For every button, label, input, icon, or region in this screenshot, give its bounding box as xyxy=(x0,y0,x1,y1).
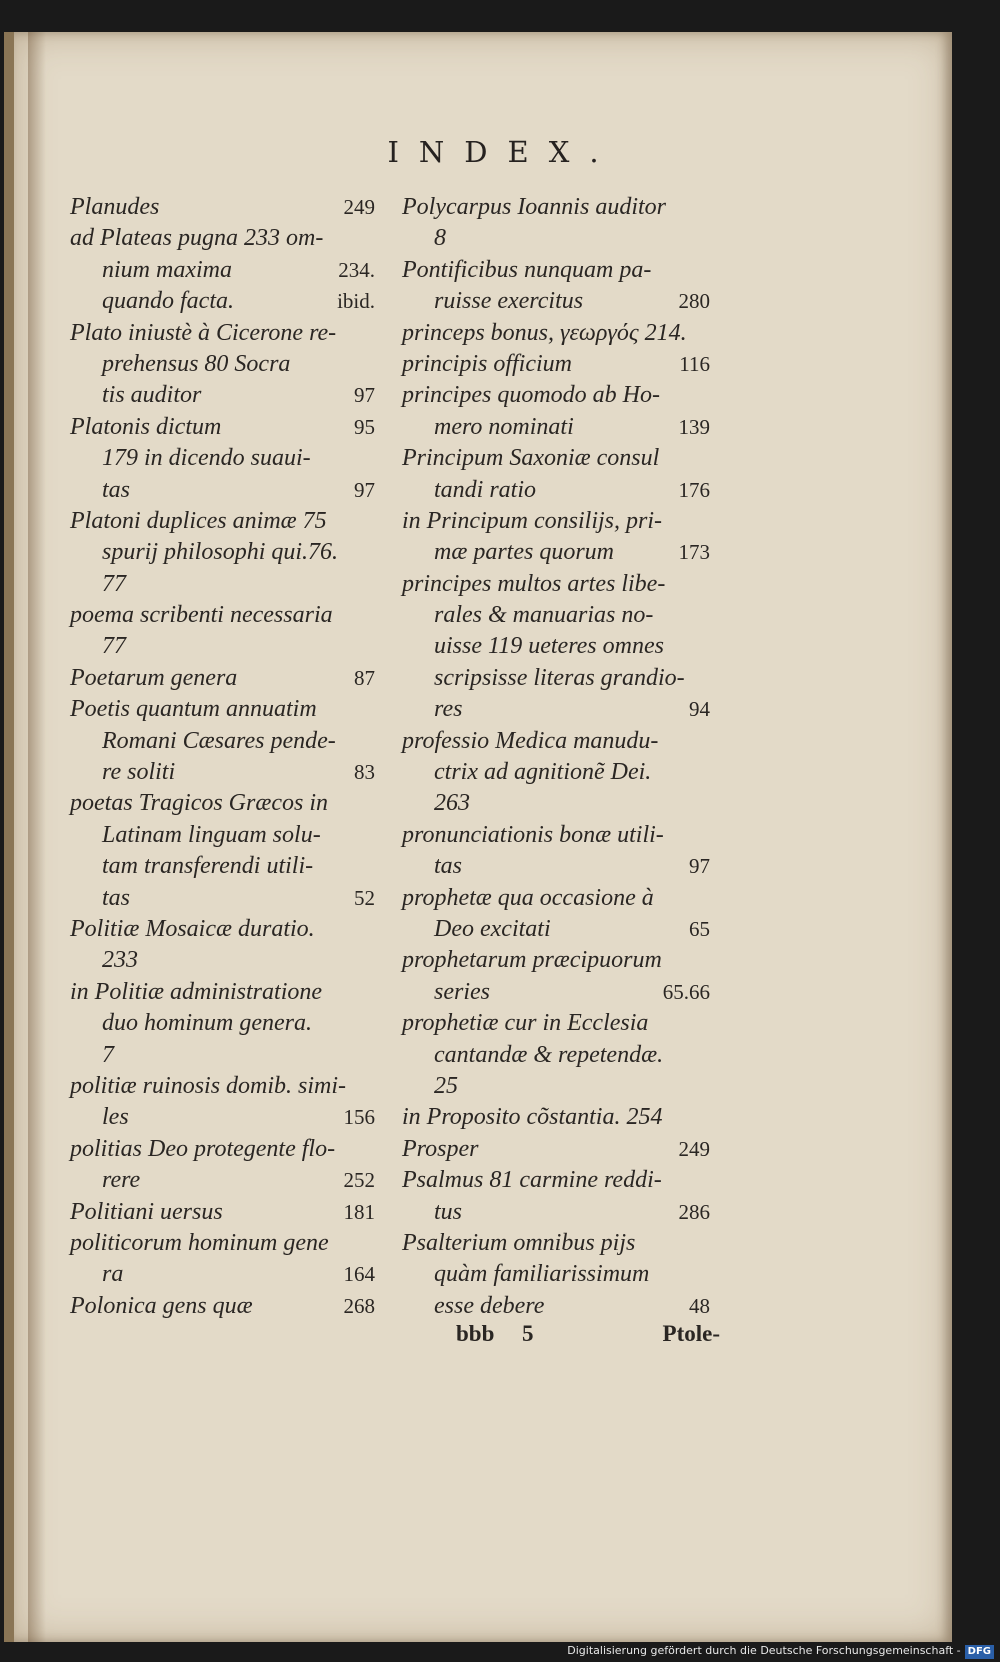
index-entry-line xyxy=(402,380,710,411)
index-entry-text: 77 xyxy=(102,633,126,660)
index-entry-line xyxy=(70,1259,375,1290)
index-entry-text: Psalterium omnibus pijs xyxy=(402,1229,636,1256)
catchword: Ptole- xyxy=(662,1321,720,1346)
index-entry-text: Prosper xyxy=(402,1135,479,1162)
index-entry-text: prophetarum præcipuorum xyxy=(402,947,662,974)
index-entry-text: in Proposito cõstantia. 254 xyxy=(402,1104,663,1131)
index-entry-text: Politiani uersus xyxy=(70,1198,223,1225)
index-entry-line xyxy=(70,569,375,600)
page-gutter-shadow xyxy=(28,32,46,1642)
index-entry-page-number: 95 xyxy=(354,414,375,439)
index-entry-line xyxy=(70,914,375,945)
index-entry-line xyxy=(402,475,710,506)
index-entry-line xyxy=(70,600,375,631)
index-entry-text: pronunciationis bonæ utili- xyxy=(402,821,664,848)
index-entry-text: politiæ ruinosis domib. simi- xyxy=(70,1072,347,1099)
index-entry-line xyxy=(70,1071,375,1102)
index-entry-text: principis officium xyxy=(402,350,572,377)
index-entry-line xyxy=(402,1008,710,1039)
index-entry-text: 8 xyxy=(434,225,446,252)
index-entry-line xyxy=(402,945,710,976)
index-entry-text: Deo excitati xyxy=(434,915,551,942)
index-entry-text: tis auditor xyxy=(102,382,202,409)
index-entry-page-number: 268 xyxy=(343,1293,375,1318)
index-entry-line xyxy=(70,977,375,1008)
index-entry-line xyxy=(402,286,710,317)
index-entry-text: Psalmus 81 carmine reddi- xyxy=(402,1167,662,1194)
index-entry-line xyxy=(402,1259,710,1290)
index-entry-line xyxy=(70,851,375,882)
index-entry-text: prophetæ qua occasione à xyxy=(402,884,654,911)
index-entry-line xyxy=(402,1102,710,1133)
index-entry-text: ruisse exercitus xyxy=(434,288,584,315)
index-entry-page-number: 156 xyxy=(343,1105,375,1130)
index-entry-line xyxy=(402,255,710,286)
index-entry-page-number: 139 xyxy=(678,414,710,439)
index-entry-text: Polonica gens quæ xyxy=(70,1292,253,1319)
index-entry-page-number: 65 xyxy=(689,916,710,941)
index-entry-text: Principum Saxoniæ consul xyxy=(402,445,660,472)
index-entry-line xyxy=(402,1291,710,1322)
index-entry-text: res xyxy=(434,696,463,723)
index-entry-text: Poetarum genera xyxy=(70,664,238,691)
index-entry-text: mero nominati xyxy=(434,413,574,440)
index-entry-text: rales & manuarias no- xyxy=(434,602,654,629)
index-entry-text: mæ partes quorum xyxy=(434,539,615,566)
index-entry-page-number: 249 xyxy=(343,195,375,219)
index-entry-line xyxy=(70,506,375,537)
index-entry-text: politicorum hominum gene xyxy=(70,1229,329,1256)
index-column-right xyxy=(402,192,710,1322)
signature-mark: bbb xyxy=(456,1321,495,1346)
index-entry-line xyxy=(402,694,710,725)
index-entry-text: Plato iniustè à Cicerone re- xyxy=(70,319,337,346)
index-entry-text: rere xyxy=(102,1167,141,1194)
index-entry-text: principes quomodo ab Ho- xyxy=(402,382,660,409)
index-entry-line xyxy=(402,1165,710,1196)
index-entry-text: scripsisse literas grandio- xyxy=(434,664,685,691)
index-entry-line xyxy=(70,443,375,474)
index-entry-text: princeps bonus, γεωργός 214. xyxy=(402,319,687,346)
index-entry-text: 233 xyxy=(102,947,138,974)
index-entry-page-number: 176 xyxy=(678,477,710,502)
index-entry-text: Planudes xyxy=(70,194,160,220)
index-entry-text: cantandæ & repetendæ. xyxy=(434,1041,664,1068)
index-entry-line xyxy=(70,255,375,286)
index-entry-page-number: 48 xyxy=(689,1293,710,1318)
index-entry-text: tam transferendi utili- xyxy=(102,853,314,880)
index-entry-text: duo hominum genera. xyxy=(102,1010,312,1037)
index-entry-line xyxy=(402,1228,710,1259)
index-entry-text: prophetiæ cur in Ecclesia xyxy=(402,1010,649,1037)
index-entry-line xyxy=(402,820,710,851)
index-entry-line xyxy=(402,914,710,945)
index-entry-text: 7 xyxy=(102,1041,114,1068)
index-entry-line xyxy=(402,663,710,694)
index-entry-line xyxy=(70,788,375,819)
index-entry-line xyxy=(402,569,710,600)
index-entry-text: tandi ratio xyxy=(434,476,537,503)
index-entry-line xyxy=(70,1040,375,1071)
index-entry-text: les xyxy=(102,1104,129,1131)
index-entry-text: poema scribenti necessaria xyxy=(70,602,333,629)
index-entry-text: tas xyxy=(102,476,131,503)
index-entry-text: ctrix ad agnitionẽ Dei. xyxy=(434,759,652,786)
index-entry-page-number: 164 xyxy=(343,1262,375,1287)
index-entry-text: esse debere xyxy=(434,1292,545,1319)
index-entry-line xyxy=(402,223,710,254)
index-entry-line xyxy=(70,663,375,694)
index-entry-line xyxy=(402,318,710,349)
index-entry-line xyxy=(402,1071,710,1102)
index-entry-text: Poetis quantum annuatim xyxy=(70,696,317,723)
index-entry-text: prehensus 80 Socra xyxy=(102,350,291,377)
index-entry-line xyxy=(70,1291,375,1322)
index-entry-text: nium maxima xyxy=(102,256,232,283)
index-entry-text: spurij philosophi qui.76. xyxy=(102,539,339,566)
index-entry-text: Latinam linguam solu- xyxy=(102,821,321,848)
index-entry-line xyxy=(70,349,375,380)
index-entry-line xyxy=(402,1134,710,1165)
index-entry-line xyxy=(70,694,375,725)
index-entry-line xyxy=(402,443,710,474)
index-entry-line xyxy=(402,851,710,882)
index-entry-text: 77 xyxy=(102,570,126,597)
index-entry-line xyxy=(70,1134,375,1165)
index-entry-line xyxy=(402,757,710,788)
index-entry-text: principes multos artes libe- xyxy=(402,570,666,597)
index-entry-line xyxy=(70,1165,375,1196)
credit-text: Digitalisierung gefördert durch die Deutsche Forschungsgemeinschaft - xyxy=(567,1644,961,1657)
index-entry-text: in Politiæ administratione xyxy=(70,978,323,1005)
index-entry-page-number: 97 xyxy=(354,477,375,502)
index-entry-page-number: 286 xyxy=(678,1199,710,1224)
index-entry-line xyxy=(402,1040,710,1071)
index-entry-line xyxy=(70,820,375,851)
index-entry-line xyxy=(70,537,375,568)
index-entry-line xyxy=(70,1228,375,1259)
book-page xyxy=(4,32,952,1642)
index-entry-line xyxy=(70,380,375,411)
index-entry-text: 25 xyxy=(434,1072,458,1099)
dfg-logo: DFG xyxy=(965,1645,994,1659)
index-entry-text: professio Medica manudu- xyxy=(402,727,659,754)
index-entry-page-number: 52 xyxy=(354,885,375,910)
index-entry-line xyxy=(402,977,710,1008)
index-entry-page-number: 173 xyxy=(678,540,710,565)
index-entry-text: Romani Cæsares pende- xyxy=(102,727,336,754)
index-entry-line xyxy=(70,475,375,506)
index-entry-page-number: 252 xyxy=(343,1168,375,1193)
index-entry-line xyxy=(70,318,375,349)
index-entry-page-number: ibid. xyxy=(337,289,375,314)
index-entry-text: politias Deo protegente flo- xyxy=(70,1135,336,1162)
index-entry-line xyxy=(402,349,710,380)
index-entry-text: quando facta. xyxy=(102,288,234,315)
index-entry-page-number: 65.66 xyxy=(662,979,710,1004)
index-entry-text: Polycarpus Ioannis auditor xyxy=(402,194,666,220)
index-entry-page-number: 234. xyxy=(338,257,375,282)
index-column-left xyxy=(70,192,375,1322)
index-entry-text: Platoni duplices animæ 75 xyxy=(70,507,327,534)
index-entry-line xyxy=(70,1197,375,1228)
index-heading: INDEX. xyxy=(387,135,619,169)
digitization-credit xyxy=(567,1642,994,1660)
index-entry-page-number: 97 xyxy=(354,383,375,408)
index-entry-text: ad Plateas pugna 233 om- xyxy=(70,225,324,252)
index-entry-line xyxy=(70,286,375,317)
index-entry-line xyxy=(70,726,375,757)
index-entry-page-number: 87 xyxy=(354,665,375,690)
index-entry-text: tus xyxy=(434,1198,463,1225)
index-entry-line xyxy=(402,726,710,757)
index-entry-page-number: 97 xyxy=(689,854,710,879)
index-entry-page-number: 181 xyxy=(343,1199,375,1224)
index-entry-line xyxy=(70,945,375,976)
index-entry-text: ra xyxy=(102,1261,124,1288)
index-entry-line xyxy=(402,506,710,537)
index-entry-line xyxy=(70,1008,375,1039)
index-entry-text: series xyxy=(434,978,490,1005)
signature-number: 5 xyxy=(522,1321,534,1346)
index-entry-text: re soliti xyxy=(102,759,176,786)
index-entry-line xyxy=(70,412,375,443)
index-entry-line xyxy=(402,788,710,819)
index-entry-text: Platonis dictum xyxy=(70,413,222,440)
index-entry-page-number: 83 xyxy=(354,760,375,785)
index-entry-text: 179 in dicendo suaui- xyxy=(102,445,311,472)
index-entry-text: quàm familiarissimum xyxy=(434,1261,650,1288)
index-entry-text: in Principum consilijs, pri- xyxy=(402,507,662,534)
index-entry-text: 263 xyxy=(434,790,470,817)
index-entry-text: uisse 119 ueteres omnes xyxy=(434,633,664,660)
index-entry-page-number: 280 xyxy=(678,289,710,314)
index-entry-line xyxy=(70,631,375,662)
index-entry-line xyxy=(70,223,375,254)
index-entry-line xyxy=(70,883,375,914)
index-entry-text: tas xyxy=(102,884,131,911)
index-entry-page-number: 249 xyxy=(678,1136,710,1161)
index-entry-line xyxy=(402,537,710,568)
index-entry-line xyxy=(402,631,710,662)
index-entry-line xyxy=(402,600,710,631)
index-entry-line xyxy=(402,1197,710,1228)
index-entry-line xyxy=(70,1102,375,1133)
index-entry-page-number: 94 xyxy=(689,697,710,722)
index-entry-text: tas xyxy=(434,853,463,880)
index-entry-line xyxy=(402,412,710,443)
index-entry-text: Pontificibus nunquam pa- xyxy=(402,256,652,283)
index-entry-line xyxy=(70,757,375,788)
index-entry-line xyxy=(402,192,710,223)
index-entry-page-number: 116 xyxy=(679,351,710,376)
index-entry-text: poetas Tragicos Græcos in xyxy=(70,790,329,817)
index-entry-line xyxy=(402,883,710,914)
index-entry-text: Politiæ Mosaicæ duratio. xyxy=(70,915,315,942)
index-entry-line xyxy=(70,192,375,223)
